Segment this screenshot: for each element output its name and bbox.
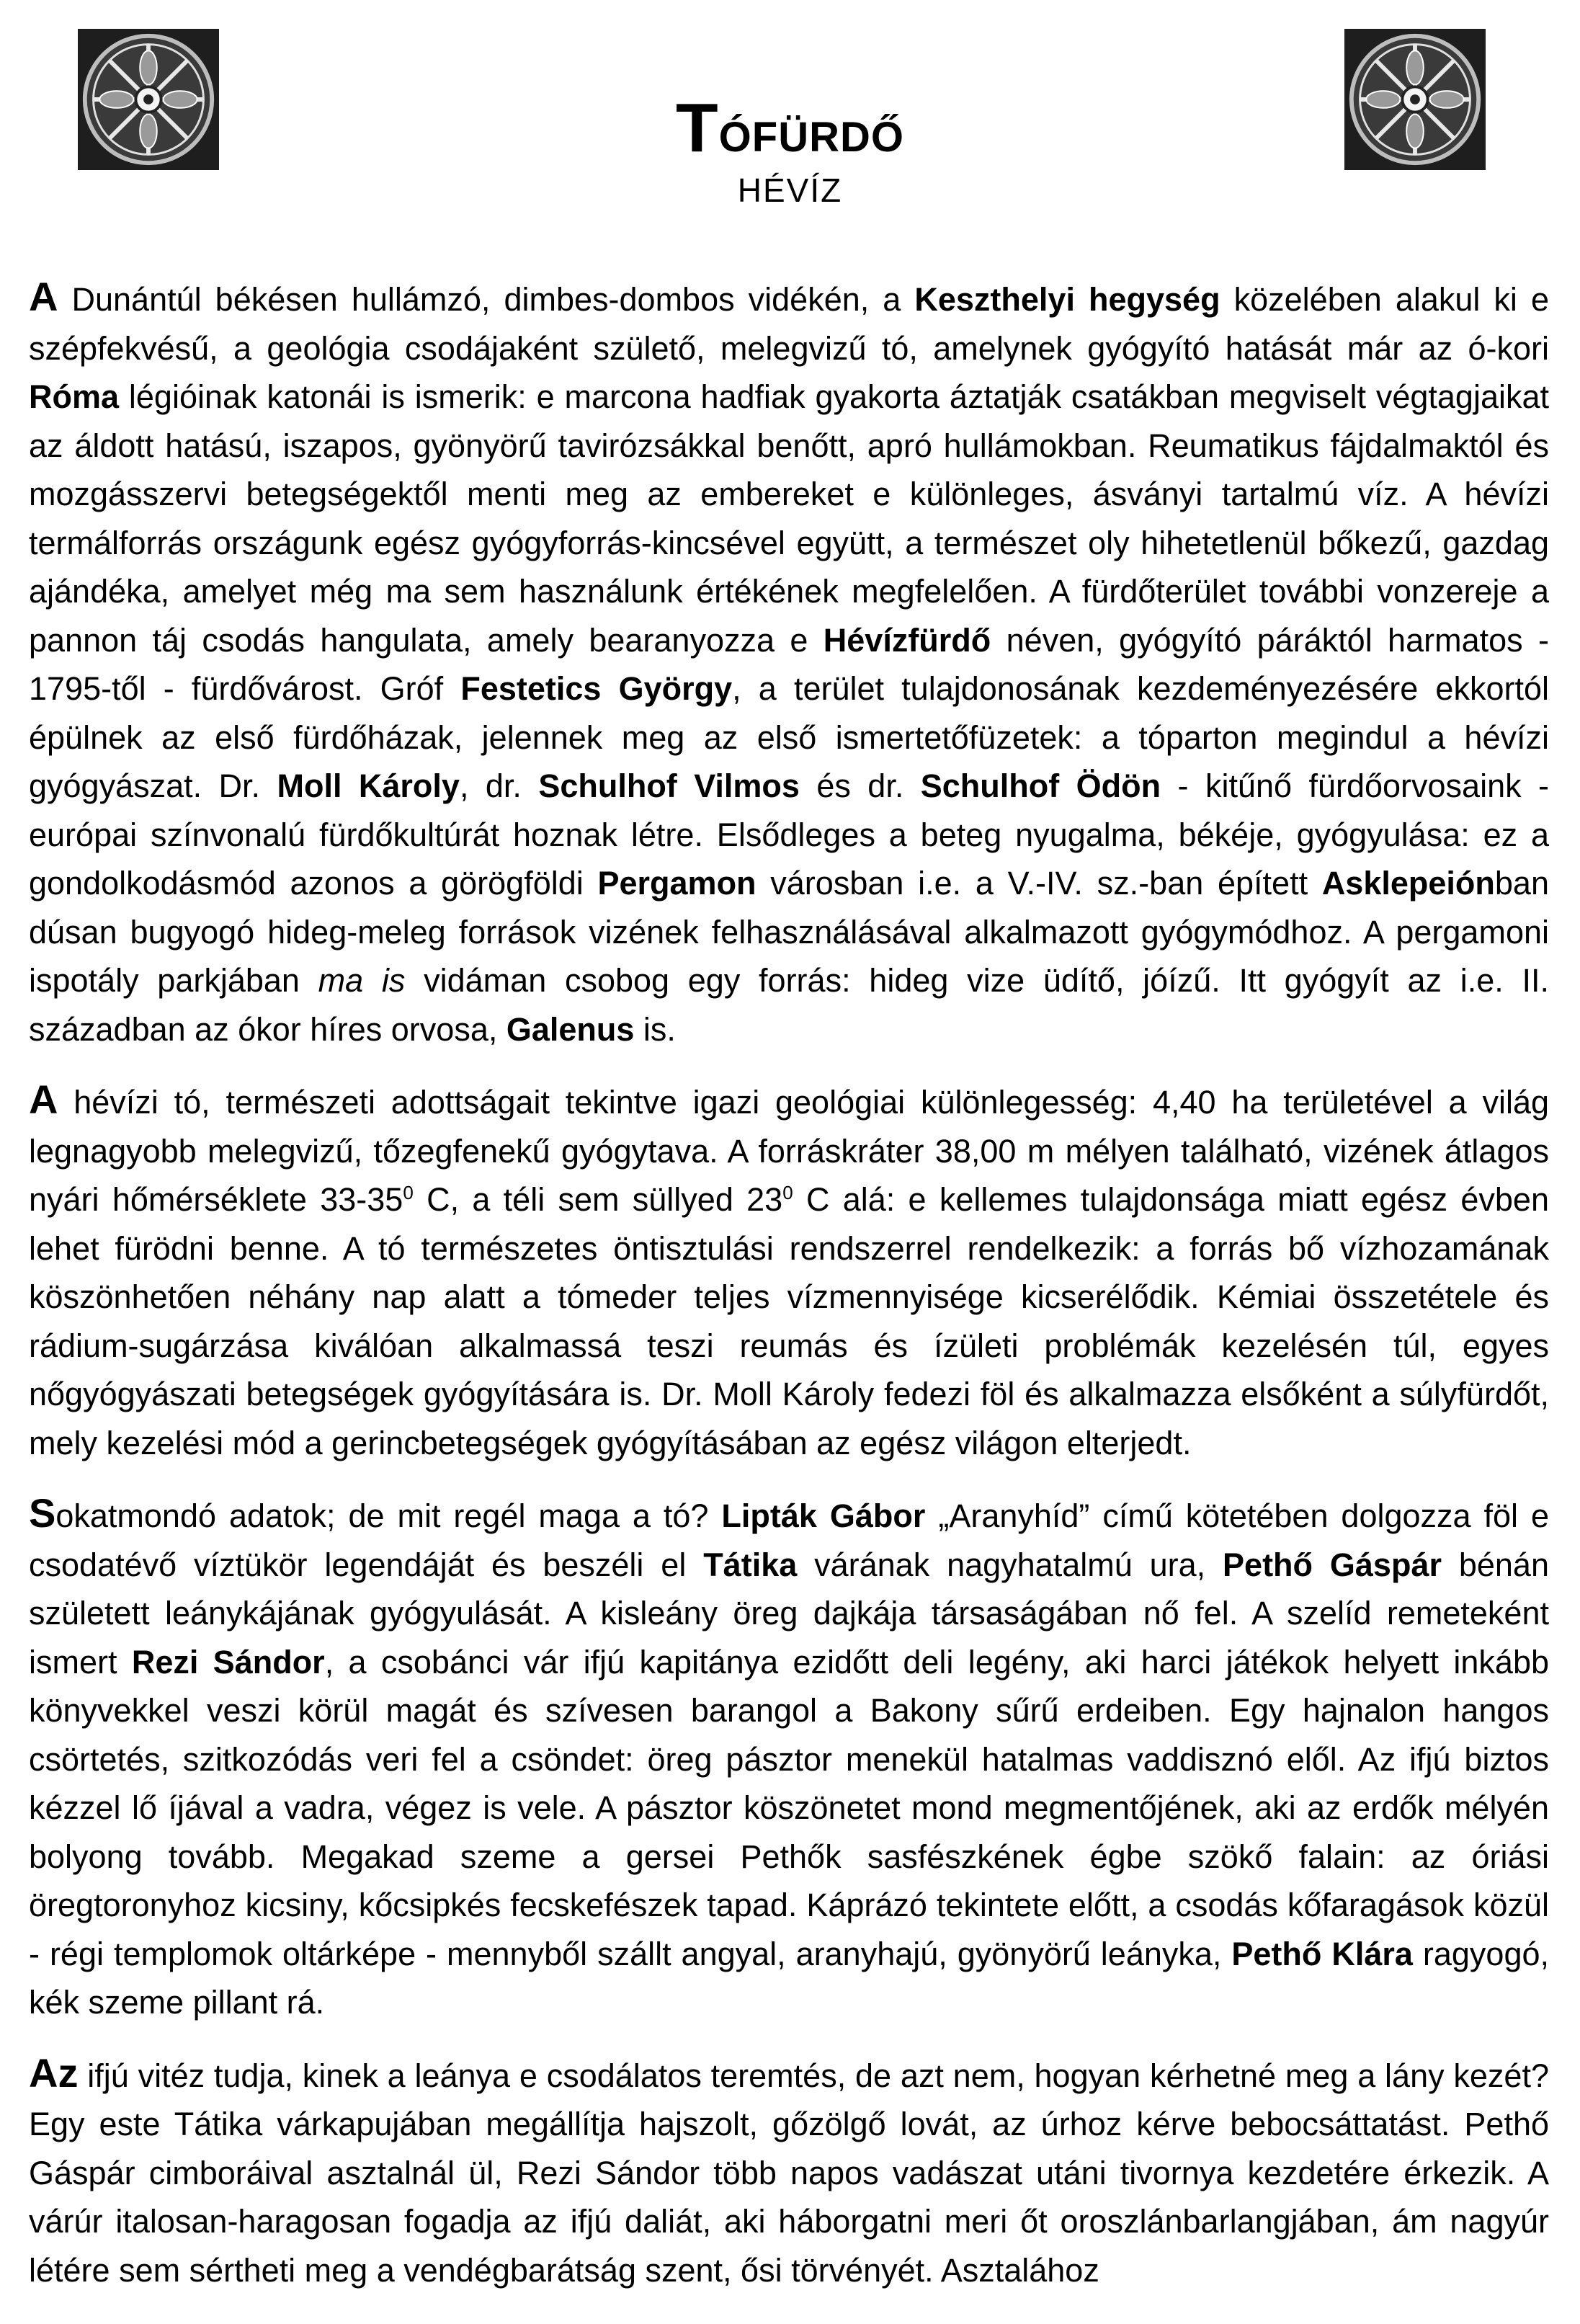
drop-initial: A [29,274,58,319]
degree-superscript: 0 [782,1182,793,1203]
paragraph [29,1075,1549,1467]
bold-term: Hévízfürdő [823,621,991,659]
bold-term: Pethő Gáspár [1223,1546,1442,1583]
page-title [0,89,1580,166]
page-subtitle: HÉVÍZ [737,172,843,209]
bold-term: Moll Károly [277,767,460,804]
text-run: , a csobánci vár ifjú kapitánya ezidőtt deli legény, aki harci játékok helyett inkább könyvekkel veszi körül magát és szívesen barangol a Bakony sűrű erdeiben. Egy hajnalon hangos csörtetés, szitkozódás veri fel a csöndet: öreg pásztor menekül hatalmas vaddisznó elől. Az ifjú biztos kézzel lő íjával a vadra, végez is vele. A pásztor köszönetet mond megmentőjének, aki az erdők mélyén bolyong tovább. Megakad szeme a gersei Pethők sasfészkének égbe szökő falain: az óriási öregtoronyhoz kicsiny, kőcsipkés fecskefészek tapad. Káprázó tekintete előtt, a csodás kőfaragások közül - régi templomok oltárképe - mennyből szállt angyal, aranyhajú, gyönyörű leányka, [29,1643,1549,1972]
bold-term: Tátika [703,1546,798,1583]
title-block [0,89,1580,210]
bold-term: Schulhof Vilmos [538,767,800,804]
text-run: és dr. [799,767,921,804]
drop-initial: S [29,1490,56,1536]
title-initial: T [676,89,719,166]
text-run: hévízi tó, természeti adottságait tekintve igazi geológiai különlegesség: 4,40 ha területével a világ legnagyobb melegvizű, tőzegfenekű gyógytava. A forráskráter 38,00 m mélyen található, vizének átlagos nyári hőmérséklete 33-35 [29,1084,1549,1218]
text-run: néven, gyógyító páráktól harmatos - 1795-től - fürdővárost. Gróf [29,621,1549,707]
bold-term: Lipták Gábor [721,1497,926,1534]
paragraph [29,1489,1549,2027]
bold-term: Rezi Sándor [131,1643,325,1680]
text-run: , dr. [459,767,539,804]
bold-term: Galenus [506,1010,635,1048]
text-run: várának nagyhatalmú ura, [797,1546,1223,1583]
text-run: légióinak katonái is ismerik: e marcona hadfiak gyakorta áztatják csatákban megviselt végtagjaikat az áldott hatású, iszapos, gyönyörű tavirózsákkal benőtt, apró hullámokban. Reumatikus fájdalmaktól és mozgásszervi betegségektől menti meg az embereket e különleges, ásványi tartalmú víz. A hévízi termálforrás országunk egész gyógyforrás-kincsével együtt, a természet oly hihetetlenül bőkezű, gazdag ajándéka, amelyet még ma sem használunk értékének megfelelően. A fürdőterület további vonzereje a pannon táj csodás hangulata, amely bearanyozza e [29,378,1549,659]
text-run: ban dúsan bugyogó hideg-meleg források vizének felhasználásával alkalmazott gyógymódhoz. A pergamoni ispotály parkjában [29,865,1549,999]
drop-initial: Az [29,2049,79,2096]
article-body [29,272,1549,2316]
text-run: bénán született leánykájának gyógyulását. A kisleány öreg dajkája társaságában nő fel. A szelíd remeteként ismert [29,1546,1549,1680]
text-run: C, a téli sem süllyed 23 [413,1181,783,1218]
text-run: ifjú vitéz tudja, kinek a leánya e csodálatos teremtés, de azt nem, hogyan kérhetné meg a lány kezét? Egy este Tátika várkapujában megállítja hajszolt, gőzölgő lovát, az úrhoz kérve bebocsáttatást. Pethő Gáspár cimboráival asztalnál ül, Rezi Sándor több napos vadászat utáni tivornya kezdetére érkezik. A várúr italosan-haragosan fogadja az ifjú daliát, aki háborgatni meri őt oroszlánbarlangjában, ám nagyúr létére sem sértheti meg a vendégbarátság szent, ősi törvényét. Asztalához [29,2057,1549,2289]
drop-initial: A [29,1077,58,1122]
text-run: Dunántúl békésen hullámzó, dimbes-dombos vidékén, a [58,281,915,318]
text-run: ragyogó, kék szeme pillant rá. [29,1935,1550,2021]
text-run: , a terület tulajdonosának kezdeményezésére ekkortól épülnek az első fürdőházak, jelennek meg az első ismertetőfüzetek: a tóparton megindul a hévízi gyógyászat. Dr. [29,670,1549,804]
title-rest: ÓFÜRDŐ [718,114,904,161]
text-run: C alá: e kellemes tulajdonsága miatt egész évben lehet fürödni benne. A tó természetes öntisztulási rendszerrel rendelkezik: a forrás bő vízhozamának köszönhetően néhány nap alatt a tómeder teljes vízmennyisége kicserélődik. Kémiai összetétele és rádium-sugárzása kiválóan alkalmassá teszi reumás és ízületi problémák kezelésén túl, egyes nőgyógyászati betegségek gyógyítására is. Dr. Moll Károly fedezi föl és alkalmazza elsőként a súlyfürdőt, mely kezelési mód a gerincbetegségek gyógyításában az egész világon elterjedt. [29,1181,1549,1461]
italic-text: ma is [318,962,406,999]
bold-term: Asklepeión [1321,865,1495,901]
text-run: városban i.e. a V.-IV. sz.-ban épített [756,865,1322,901]
bold-term: Schulhof Ödön [920,767,1161,804]
text-run: okatmondó adatok; de mit regél maga a tó? [55,1497,722,1534]
bold-term: Keszthelyi hegység [914,281,1220,318]
text-run: is. [634,1010,676,1048]
bold-term: Pergamon [597,865,756,901]
paragraph [29,2049,1549,2295]
text-run: „Aranyhíd” című kötetében dolgozza föl e csodatévő víztükör legendáját és beszéli el [29,1497,1549,1583]
bold-term: Festetics György [460,670,733,707]
text-run: közelében alakul ki e szépfekvésű, a geológia csodájaként születő, melegvizű tó, amelynek gyógyító hatását már az ó-kori [29,281,1549,367]
bold-term: Pethő Klára [1231,1935,1413,1972]
degree-superscript: 0 [403,1182,414,1203]
paragraph [29,272,1549,1054]
text-run: - kitűnő fürdőorvosaink - európai színvonalú fürdőkultúrát hoznak létre. Elsődleges a beteg nyugalma, békéje, gyógyulása: ez a gondolkodásmód azonos a görögföldi [29,767,1550,901]
bold-term: Róma [29,378,120,415]
text-run: vidáman csobog egy forrás: hideg vize üdítő, jóízű. Itt gyógyít az i.e. II. században az ókor híres orvosa, [29,962,1549,1048]
